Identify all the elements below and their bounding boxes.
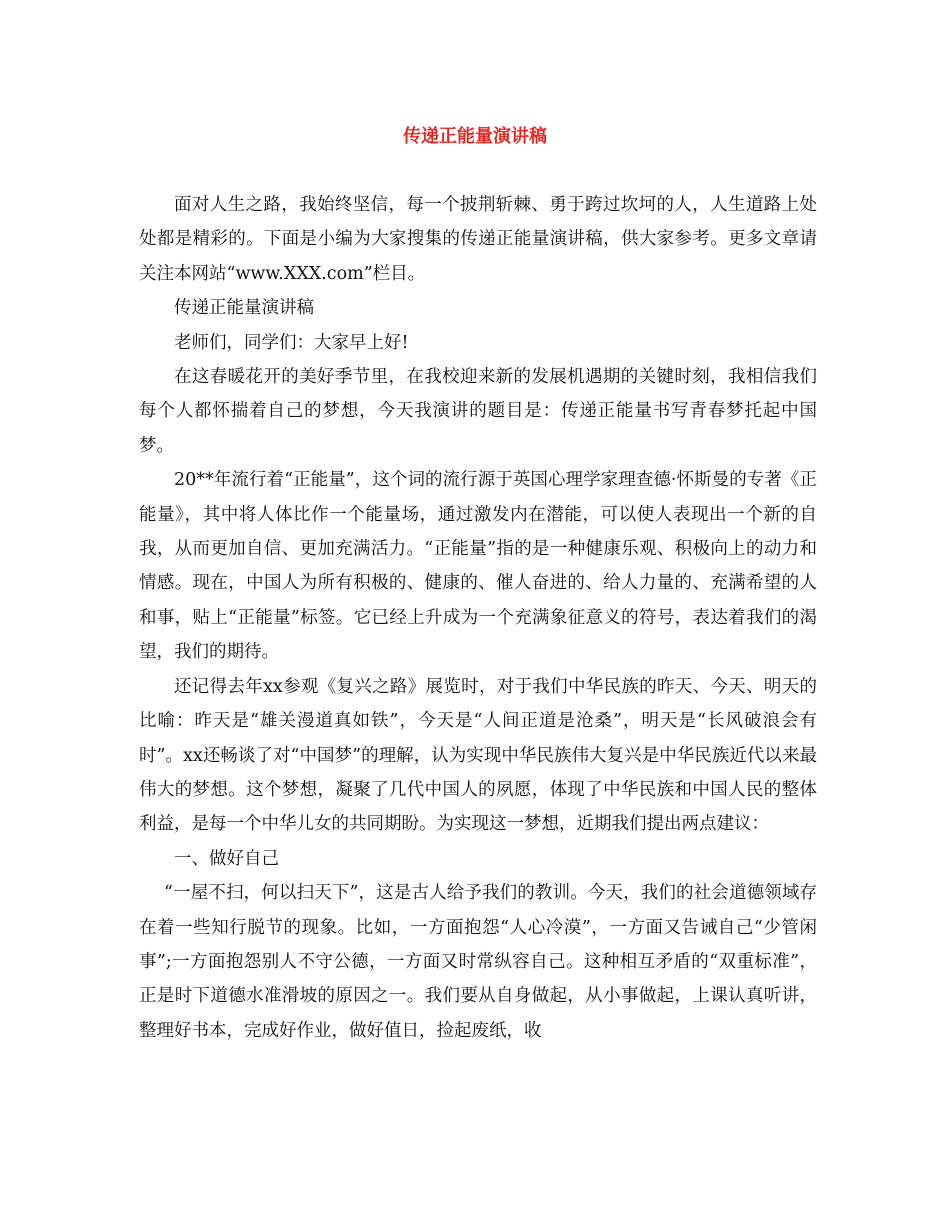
paragraph-china-dream: 还记得去年xx参观《复兴之路》展览时，对于我们中华民族的昨天、今天、明天的比喻：昨天是“雄关漫道真如铁”，今天是“人间正道是沧桑”，明天是“长风破浪会有时”。xx还畅谈了对“中国梦”的理解，认为实现中华民族伟大复兴是中华民族近代以来最伟大的梦想。这个梦想，凝聚了几代中国人的夙愿，体现了中华民族和中国人民的整体利益，是每一个中华儿女的共同期盼。为实现这一梦想，近期我们提出两点建议： bbox=[139, 676, 817, 835]
paragraph-positive-energy: 20**年流行着“正能量”，这个词的流行源于英国心理学家理查德·怀斯曼的专著《正能量》，其中将人体比作一个能量场，通过激发内在潜能，可以使人表现出一个新的自我，从而更加自信、更加充满活力。“正能量”指的是一种健康乐观、积极向上的动力和情感。现在，中国人为所有积极的、健康的、催人奋进的、给人力量的、充满希望的人和事，贴上“正能量”标签。它已经上升成为一个充满象征意义的符号，表达着我们的渴望，我们的期待。 bbox=[139, 470, 817, 663]
paragraph-greeting: 老师们，同学们：大家早上好! bbox=[174, 332, 409, 353]
document-title: 传递正能量演讲稿 bbox=[403, 126, 547, 147]
paragraph-subtitle: 传递正能量演讲稿 bbox=[174, 298, 314, 319]
section-heading-1: 一、做好自己 bbox=[174, 848, 279, 869]
paragraph-opening: 在这春暖花开的美好季节里，在我校迎来新的发展机遇期的关键时刻，我相信我们每个人都怀揣着自己的梦想，今天我演讲的题目是：传递正能量书写青春梦托起中国梦。 bbox=[139, 367, 817, 456]
paragraph-intro: 面对人生之路，我始终坚信，每一个披荆斩棘、勇于跨过坎坷的人，人生道路上处处都是精彩的。下面是小编为大家搜集的传递正能量演讲稿，供大家参考。更多文章请关注本网站“www.XXX.com”栏目。 bbox=[139, 195, 817, 284]
paragraph-do-yourself: “一屋不扫，何以扫天下”，这是古人给予我们的教训。今天，我们的社会道德领域存在着一些知行脱节的现象。比如，一方面抱怨“人心冷漠”，一方面又告诫自己“少管闲事”;一方面抱怨别人不守公德，一方面又时常纵容自己。这种相互矛盾的“双重标准”，正是时下道德水准滑坡的原因之一。我们要从自身做起，从小事做起，上课认真听讲，整理好书本，完成好作业，做好值日，捡起废纸，收 bbox=[139, 883, 817, 1041]
document-body bbox=[139, 188, 817, 1048]
